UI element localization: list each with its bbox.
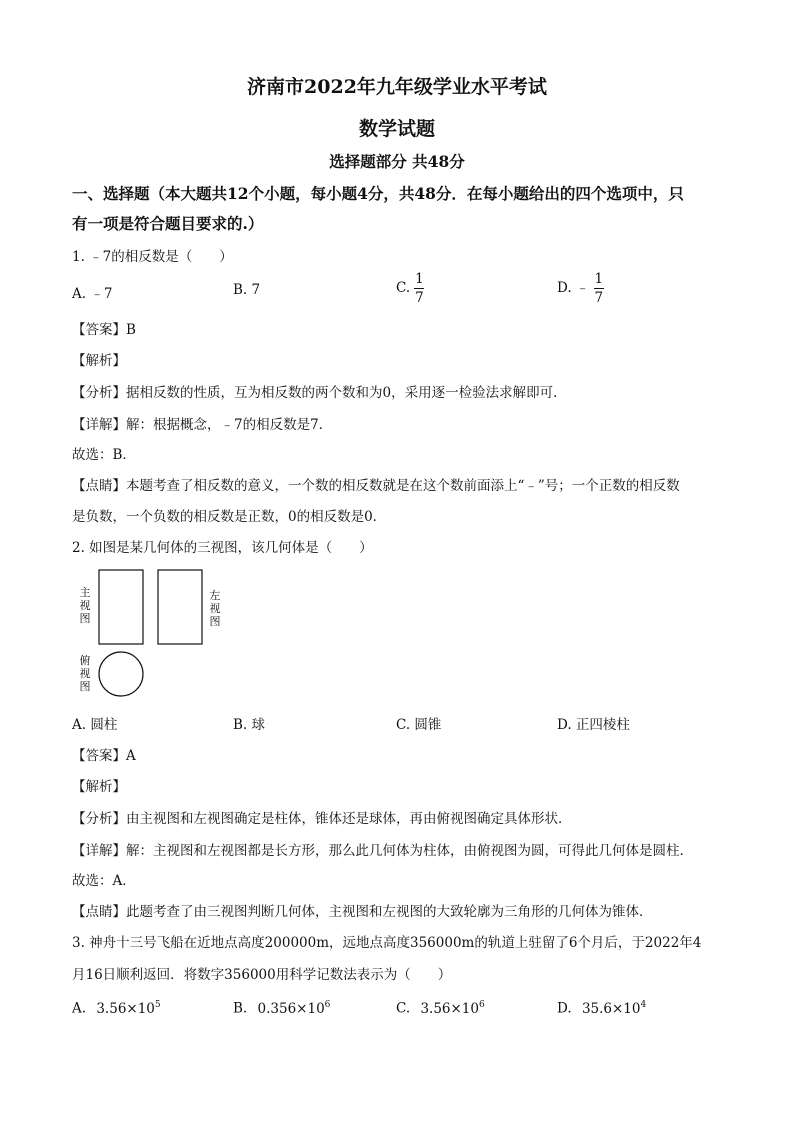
fraction-denominator: 7 — [594, 290, 604, 306]
q3-option-c-value: 3.56×10 — [420, 1000, 479, 1017]
q2-choice: 故选：A． — [72, 873, 136, 889]
q3-option-c-exponent: 6 — [479, 1000, 485, 1010]
q3-stem-line1: 3. 神舟十三号飞船在近地点高度200000m，远地点高度356000m的轨道上驻留了6个月后，于2022年4 — [72, 935, 702, 951]
q1-option-b: B. 7 — [233, 282, 261, 298]
q1-option-d-label: D. ﹣ — [557, 280, 590, 296]
label-top-view: 俯视图 — [79, 654, 91, 693]
section-instructions-line2: 有一项是符合题目要求的.） — [72, 214, 264, 233]
front-view-rectangle — [99, 570, 143, 644]
q3-option-a-exponent: 5 — [154, 1000, 161, 1010]
q1-stem: 1. ﹣7的相反数是（ ） — [72, 249, 233, 265]
label-side-view: 左视图 — [209, 589, 221, 628]
fraction-bar — [594, 288, 604, 289]
q2-option-a: A. 圆柱 — [72, 717, 118, 733]
q3-option-c-label: C. — [396, 1000, 411, 1017]
q1-option-d-fraction — [594, 271, 604, 306]
q3-stem-line2: 月16日顺利返回．将数字356000用科学记数法表示为（ ） — [72, 967, 452, 983]
exam-title: 济南市2022年九年级学业水平考试 — [247, 76, 547, 98]
q1-dianjing-line1: 【点睛】本题考查了相反数的意义，一个数的相反数就是在这个数前面添上“﹣”号；一个正数的相反数 — [72, 478, 680, 494]
q1-dianjing-line2: 是负数，一个负数的相反数是正数，0的相反数是0． — [72, 509, 387, 525]
q1-option-d — [557, 271, 604, 306]
q2-option-d: D. 正四棱柱 — [557, 717, 630, 733]
q1-analysis-heading: 【解析】 — [72, 353, 126, 369]
q3-option-a-value: 3.56×10 — [96, 1000, 155, 1017]
exam-subtitle: 数学试题 — [358, 118, 435, 140]
q1-fenxi: 【分析】据相反数的性质，互为相反数的两个数和为0，采用逐一检验法求解即可． — [72, 385, 567, 401]
q2-fenxi: 【分析】由主视图和左视图确定是柱体，锥体还是球体，再由俯视图确定具体形状． — [72, 811, 572, 827]
q2-answer: 【答案】A — [72, 748, 136, 764]
q3-option-c — [396, 1000, 485, 1017]
section-instructions-line1: 一、选择题（本大题共12个小题，每小题4分，共48分．在每小题给出的四个选项中，只 — [72, 184, 684, 203]
q3-option-a-label: A. — [72, 1000, 87, 1017]
q1-answer: 【答案】B — [72, 322, 136, 338]
fraction-denominator: 7 — [415, 290, 424, 306]
q3-option-d-value: 35.6×10 — [581, 1000, 641, 1017]
q2-analysis-heading: 【解析】 — [72, 779, 126, 795]
q3-option-d-exponent: 4 — [640, 1000, 647, 1010]
part-heading: 选择题部分 共48分 — [329, 152, 465, 171]
q2-stem: 2. 如图是某几何体的三视图，该几何体是（ ） — [72, 540, 373, 556]
fraction-numerator: 1 — [415, 271, 424, 287]
q2-dianjing: 【点睛】此题考查了由三视图判断几何体，主视图和左视图的大致轮廓为三角形的几何体为锥体． — [72, 904, 653, 920]
q3-option-b-label: B. — [233, 1000, 248, 1017]
q3-option-b-exponent: 6 — [324, 1000, 331, 1010]
q3-option-d-label: D. — [557, 1000, 572, 1017]
q3-option-b-value: 0.356×10 — [257, 1000, 325, 1017]
q1-choice: 故选：B． — [72, 447, 136, 463]
q1-option-c-label: C. — [396, 280, 411, 296]
q2-xiangjie: 【详解】解：主视图和左视图都是长方形，那么此几何体为柱体，由俯视图为圆，可得此几何体是圆柱． — [72, 843, 693, 859]
q3-option-d — [557, 1000, 646, 1017]
q1-option-a: A. ﹣7 — [72, 286, 113, 302]
q2-option-c: C. 圆锥 — [396, 717, 442, 733]
side-view-rectangle — [158, 570, 202, 644]
q3-option-b — [233, 1000, 330, 1017]
label-front-view: 主视图 — [79, 586, 91, 625]
three-view-diagram — [72, 566, 252, 706]
q1-xiangjie: 【详解】解：根据概念，﹣7的相反数是7． — [72, 417, 333, 433]
q1-option-c — [396, 271, 424, 306]
q1-option-c-fraction — [414, 271, 424, 306]
q2-option-b: B. 球 — [233, 717, 266, 733]
top-view-circle — [99, 652, 143, 696]
fraction-bar — [414, 288, 424, 289]
q3-option-a — [72, 1000, 161, 1017]
fraction-numerator: 1 — [594, 271, 604, 287]
